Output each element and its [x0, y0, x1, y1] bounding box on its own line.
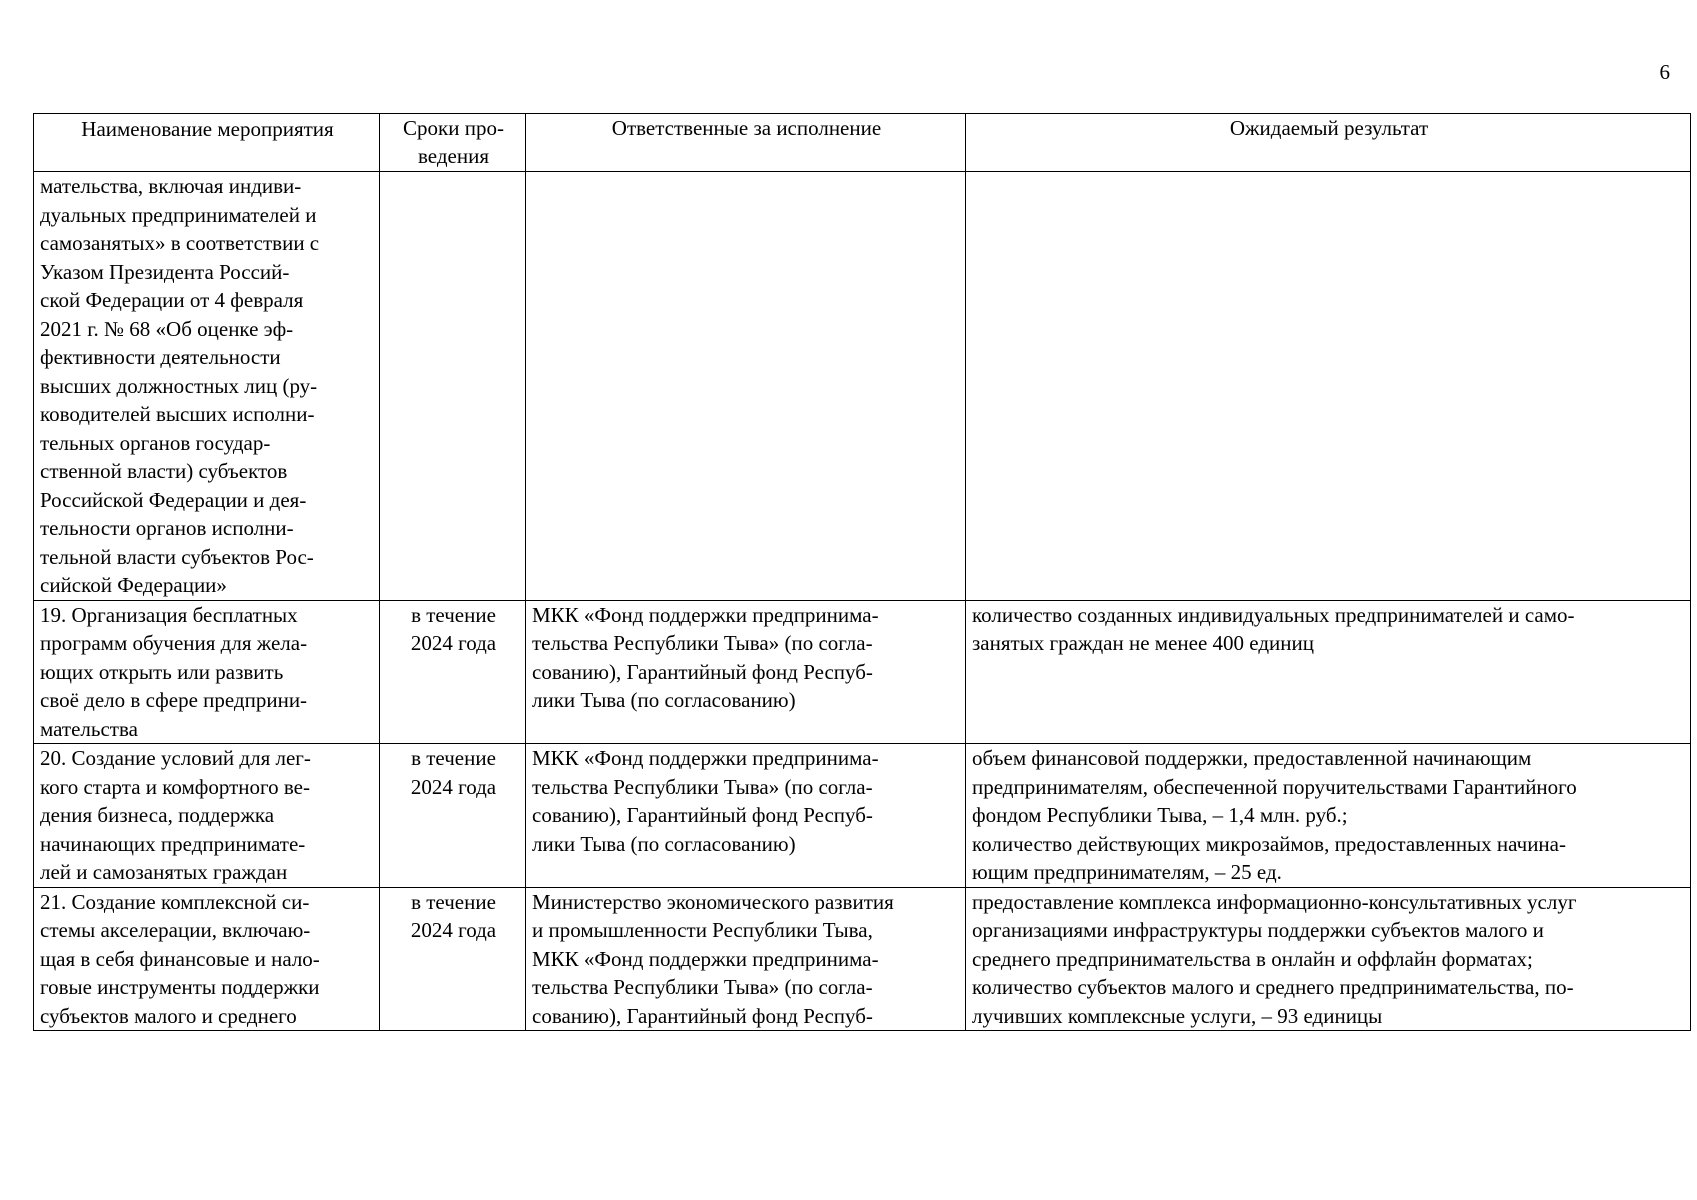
- cell-term: [380, 172, 526, 601]
- cell-responsible: Министерство экономического развития и промышленности Республики Тыва, МКК «Фонд поддержки предпринима- тельства Республики Тыва» (по согла- сованию), Гарантийный фонд Респуб-: [526, 887, 966, 1031]
- table-row: [34, 744, 1691, 888]
- table-body: [34, 172, 1691, 1031]
- cell-expected-result: объем финансовой поддержки, предоставленной начинающим предпринимателям, обеспеченной поручительствами Гарантийного фондом Республики Тыва, – 1,4 млн. руб.; количество действующих микрозаймов, предоставленных начина- ющим предпринимателям, – 25 ед.: [966, 744, 1691, 888]
- header-row: [34, 114, 1691, 172]
- table-header: [34, 114, 1691, 172]
- header-responsible: Ответственные за исполнение: [526, 114, 966, 172]
- cell-responsible: МКК «Фонд поддержки предпринима- тельства Республики Тыва» (по согла- сованию), Гарантийный фонд Респуб- лики Тыва (по согласованию): [526, 600, 966, 744]
- cell-term: в течение 2024 года: [380, 887, 526, 1031]
- header-activity-name: Наименование мероприятия: [34, 114, 380, 172]
- cell-responsible: МКК «Фонд поддержки предпринима- тельства Республики Тыва» (по согла- сованию), Гарантийный фонд Респуб- лики Тыва (по согласованию): [526, 744, 966, 888]
- cell-expected-result: [966, 172, 1691, 601]
- cell-term: в течение 2024 года: [380, 600, 526, 744]
- cell-activity-name: мательства, включая индиви- дуальных предпринимателей и самозанятых» в соответствии с Указом Президента Россий- ской Федерации от 4 февраля 2021 г. № 68 «Об оценке эф- фективности деятельности высших должностных лиц (ру- ководителей высших исполни- тельных органов государ- ственной власти) субъектов Российской Федерации и дея- тельности органов исполни- тельной власти субъектов Рос- сийской Федерации»: [34, 172, 380, 601]
- table-row: [34, 172, 1691, 601]
- header-term: Сроки про- ведения: [380, 114, 526, 172]
- cell-activity-name: 19. Организация бесплатных программ обучения для жела- ющих открыть или развить своё дело в сфере предприни- мательства: [34, 600, 380, 744]
- table-row: [34, 600, 1691, 744]
- cell-responsible: [526, 172, 966, 601]
- activity-plan-table: [33, 113, 1691, 1031]
- cell-activity-name: 20. Создание условий для лег- кого старта и комфортного ве- дения бизнеса, поддержка начинающих предпринимате- лей и самозанятых граждан: [34, 744, 380, 888]
- page-number: 6: [1659, 60, 1670, 84]
- table-row: [34, 887, 1691, 1031]
- cell-activity-name: 21. Создание комплексной си- стемы акселерации, включаю- щая в себя финансовые и нало- говые инструменты поддержки субъектов малого и среднего: [34, 887, 380, 1031]
- cell-term: в течение 2024 года: [380, 744, 526, 888]
- header-expected-result: Ожидаемый результат: [966, 114, 1691, 172]
- cell-expected-result: предоставление комплекса информационно-консультативных услуг организациями инфраструктуры поддержки субъектов малого и среднего предпринимательства в онлайн и оффлайн форматах; количество субъектов малого и среднего предпринимательства, по- лучивших комплексные услуги, – 93 единицы: [966, 887, 1691, 1031]
- cell-expected-result: количество созданных индивидуальных предпринимателей и само- занятых граждан не менее 400 единиц: [966, 600, 1691, 744]
